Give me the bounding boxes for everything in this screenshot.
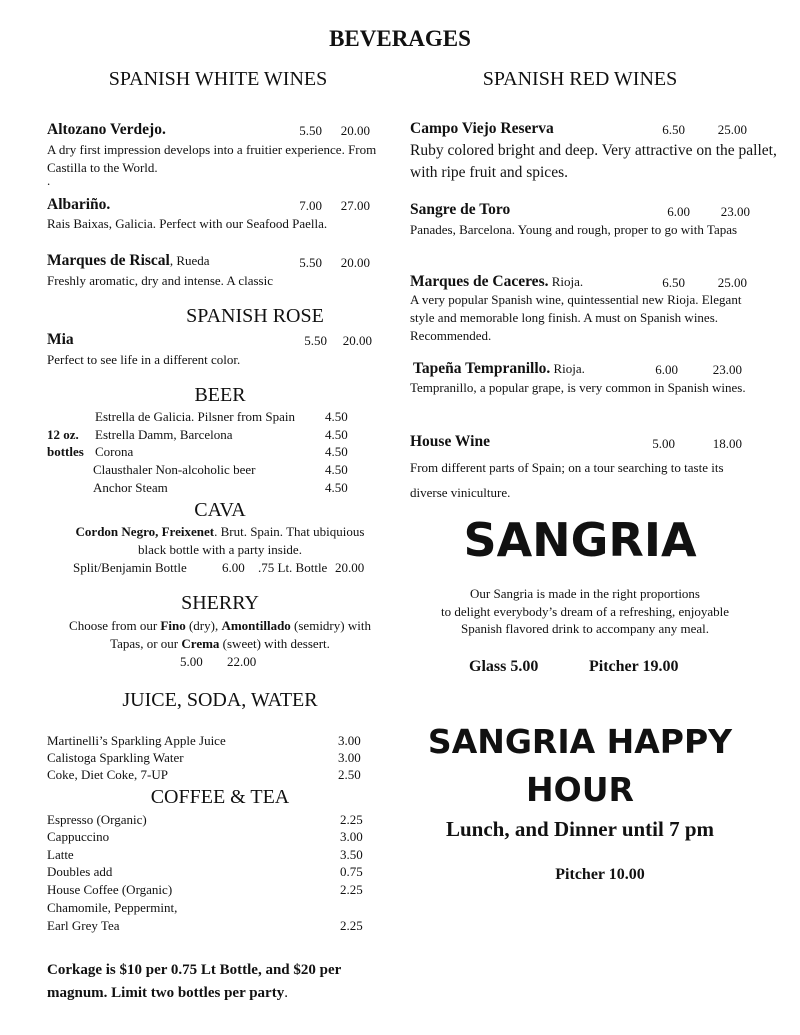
cava-description-2: black bottle with a party inside. [138,542,302,557]
drink-price: 2.25 [340,812,363,827]
drink-price: 2.50 [338,767,361,782]
drink-name: Coke, Diet Coke, 7-UP [47,767,168,782]
glass-price: 6.00 [667,204,690,219]
wine-name: Sangre de Toro [410,201,511,218]
wine-name: Altozano Verdejo. [47,121,166,138]
stray-dot: . [47,173,51,188]
bottle-price: 27.00 [340,198,370,213]
bottle-price: 25.00 [717,122,747,137]
beer-heading: BEER [194,384,246,406]
glass-price: 7.00 [299,198,322,213]
sherry-fino: Fino [160,618,186,633]
bottle-price: 20.00 [340,123,370,138]
sherry-text: (semidry) with [290,618,371,633]
bottle-price: 23.00 [712,362,742,377]
wine-description: Rais Baixas, Galicia. Perfect with our Seafood Paella. [47,216,328,231]
sangria-description-2: to delight everybody’s dream of a refreshing, enjoyable [440,604,730,619]
wine-name-line [410,273,583,291]
wine-name: Campo Viejo Reserva [410,120,554,137]
beer-price: 4.50 [325,462,348,477]
drink-name: Cappuccino [47,829,110,844]
drink-name: Doubles add [47,864,113,879]
drink-price: 3.00 [340,829,363,844]
glass-price: 5.50 [299,255,322,270]
wine-name-line [413,360,585,378]
wine-name: Marques de Caceres. [410,273,549,290]
beer-price: 4.50 [325,444,348,459]
corkage-note: Corkage is $10 per 0.75 Lt Bottle, and $20 per [47,962,342,978]
cava-heading: CAVA [194,499,246,521]
coffee-heading: COFFEE & TEA [150,786,290,808]
sherry-bottle-price: 22.00 [227,654,257,669]
wine-description: From different parts of Spain; on a tour searching to taste its diverse viniculture. [410,460,724,500]
sangria-pitcher-price: Pitcher 19.00 [589,658,679,675]
happy-hour-heading-2: HOUR [526,770,634,809]
beer-price: 4.50 [325,480,348,495]
sangria-description-3: Spanish flavored drink to accompany any meal. [460,621,709,636]
beer-name: Corona [95,444,134,459]
cava-split-label: Split/Benjamin Bottle [73,560,187,575]
beer-size-label: 12 oz. [47,427,79,442]
corkage-dot: . [284,985,288,1001]
wine-region: Rioja. [548,274,584,289]
sangria-glass-price: Glass 5.00 [469,658,539,675]
glass-price: 5.00 [652,436,675,451]
drink-name: Calistoga Sparkling Water [47,750,184,765]
page-title: BEVERAGES [329,26,471,51]
wine-description: A dry first impression develops into a fruitier experience. From Castilla to the World. [47,142,377,175]
glass-price: 6.00 [655,362,678,377]
drink-price: 3.00 [338,733,361,748]
wine-name: Marques de Riscal [47,252,170,269]
bottle-price: 18.00 [712,436,742,451]
glass-price: 5.50 [299,123,322,138]
wine-description: Perfect to see life in a different color. [47,352,241,367]
rose-heading: SPANISH ROSE [186,305,324,327]
corkage-note-2 [47,985,288,1002]
drink-price: 3.00 [338,750,361,765]
cava-name: Cordon Negro, Freixenet [75,524,215,539]
drink-price: 3.50 [340,847,363,862]
sherry-text: (dry), [185,618,222,633]
wine-name: Mia [47,331,74,348]
wine-description: A very popular Spanish wine, quintessential new Rioja. Elegant style and memorable long finish. A must on Spanish wines. Recommended. [410,292,742,343]
drink-price: 2.25 [340,918,363,933]
wine-region: , Rueda [169,253,210,268]
red-wines-heading: SPANISH RED WINES [482,68,678,90]
wine-description: Panades, Barcelona. Young and rough, proper to go with Tapas [410,222,738,237]
beer-name: Clausthaler Non-alcoholic beer [93,462,256,477]
wine-name: Tapeña Tempranillo. [413,360,551,377]
wine-name-line [47,252,210,270]
sherry-description-2 [30,636,410,652]
beer-name: Estrella Damm, Barcelona [95,427,233,442]
beer-size-label: bottles [47,444,84,459]
happy-hour-pitcher-price: Pitcher 10.00 [555,866,645,883]
happy-hour-times: Lunch, and Dinner until 7 pm [445,817,715,841]
sherry-text: Tapas, or our [110,636,182,651]
wine-name: Albariño. [47,196,111,213]
sherry-description [30,618,410,634]
drink-name: Chamomile, Peppermint, [47,900,178,915]
sangria-description: Our Sangria is made in the right proportions [470,586,700,601]
drink-name: Espresso (Organic) [47,812,147,827]
wine-description: Freshly aromatic, dry and intense. A classic [47,273,274,288]
bottle-price: 20.00 [340,255,370,270]
drink-name: Martinelli’s Sparkling Apple Juice [47,733,226,748]
glass-price: 5.50 [304,333,327,348]
sherry-crema: Crema [181,636,220,651]
glass-price: 6.50 [662,122,685,137]
happy-hour-heading: SANGRIA HAPPY [427,722,733,761]
beer-price: 4.50 [325,427,348,442]
drink-name: Latte [47,847,74,862]
bottle-price: 20.00 [342,333,372,348]
cava-bottle-label: .75 Lt. Bottle [258,560,328,575]
cava-description [40,524,400,540]
sherry-amontillado: Amontillado [221,618,291,633]
sherry-heading: SHERRY [181,592,259,614]
beer-price: 4.50 [325,409,348,424]
beer-name: Estrella de Galicia. Pilsner from Spain [95,409,296,424]
wine-description: Tempranillo, a popular grape, is very common in Spanish wines. [410,380,746,395]
sherry-text: Choose from our [69,618,161,633]
white-wines-heading: SPANISH WHITE WINES [108,68,328,90]
wine-name: House Wine [410,433,490,450]
drink-price: 2.25 [340,882,363,897]
drink-name: House Coffee (Organic) [47,882,173,897]
cava-desc: . Brut. Spain. That ubiquious [214,524,365,539]
sherry-text: (sweet) with dessert. [219,636,330,651]
bottle-price: 25.00 [717,275,747,290]
wine-region: Rioja. [550,361,585,376]
cava-split-price: 6.00 [222,560,245,575]
cava-bottle-price: 20.00 [335,560,365,575]
corkage-text: magnum. Limit two bottles per party [47,985,285,1001]
wine-description: Ruby colored bright and deep. Very attractive on the pallet, with ripe fruit and spices. [410,142,777,181]
drink-price: 0.75 [340,864,363,879]
sherry-glass-price: 5.00 [180,654,203,669]
drink-name: Earl Grey Tea [47,918,120,933]
juice-heading: JUICE, SODA, WATER [122,689,318,711]
beer-name: Anchor Steam [93,480,168,495]
bottle-price: 23.00 [720,204,750,219]
glass-price: 6.50 [662,275,685,290]
sangria-heading: SANGRIA [463,513,697,567]
